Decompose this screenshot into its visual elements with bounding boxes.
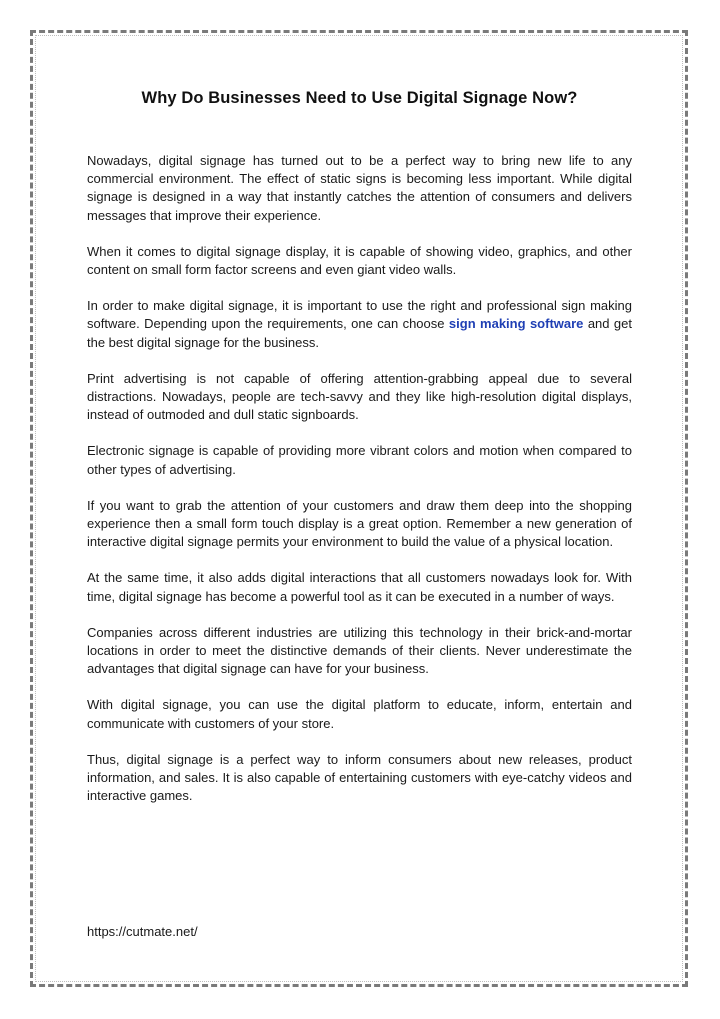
paragraph-7: At the same time, it also adds digital interactions that all customers nowadays look for. With time, digital signage has become a powerful tool as it can be executed in a number of ways. <box>87 570 632 604</box>
paragraph-3-text-before: In order to make digital signage, it is important to use the right and professional sign making software. Depending upon the requirements, one can choose <box>87 298 632 332</box>
footer-url: https://cutmate.net/ <box>87 924 198 939</box>
paragraph-9: With digital signage, you can use the digital platform to educate, inform, entertain and communicate with customers of your store. <box>87 697 632 731</box>
document-body <box>87 152 632 823</box>
paragraph-4: Print advertising is not capable of offering attention-grabbing appeal due to several distractions. Nowadays, people are tech-savvy and they like high-resolution digital displays, instead of outmoded and dull static signboards. <box>87 370 632 423</box>
paragraph-3 <box>87 297 632 352</box>
paragraph-10: Thus, digital signage is a perfect way to inform consumers about new releases, product information, and sales. It is also capable of entertaining customers with eye-catchy videos and interactive games. <box>87 751 632 804</box>
document-title: Why Do Businesses Need to Use Digital Signage Now? <box>141 89 578 107</box>
sign-making-software-link[interactable]: sign making software <box>448 316 584 332</box>
paragraph-2: When it comes to digital signage display, it is capable of showing video, graphics, and other content on small form factor screens and even giant video walls. <box>87 243 632 278</box>
paragraph-5: Electronic signage is capable of providing more vibrant colors and motion when compared to other types of advertising. <box>87 443 632 477</box>
paragraph-1: Nowadays, digital signage has turned out to be a perfect way to bring new life to any commercial environment. The effect of static signs is becoming less important. While digital signage is designed in a way that instantly catches the attention of consumers and delivers messages that improve their experience. <box>87 153 632 223</box>
paragraph-6: If you want to grab the attention of your customers and draw them deep into the shopping experience then a small form touch display is a great option. Remember a new generation of interactive digital signage permits your environment to build the value of a physical location. <box>87 497 632 550</box>
paragraph-3-text-after: and get the best digital signage for the business. <box>87 316 632 350</box>
paragraph-8: Companies across different industries are utilizing this technology in their brick-and-mortar locations in order to meet the distinctive demands of their clients. Never underestimate the advantages that digital signage can have for your business. <box>87 624 632 677</box>
